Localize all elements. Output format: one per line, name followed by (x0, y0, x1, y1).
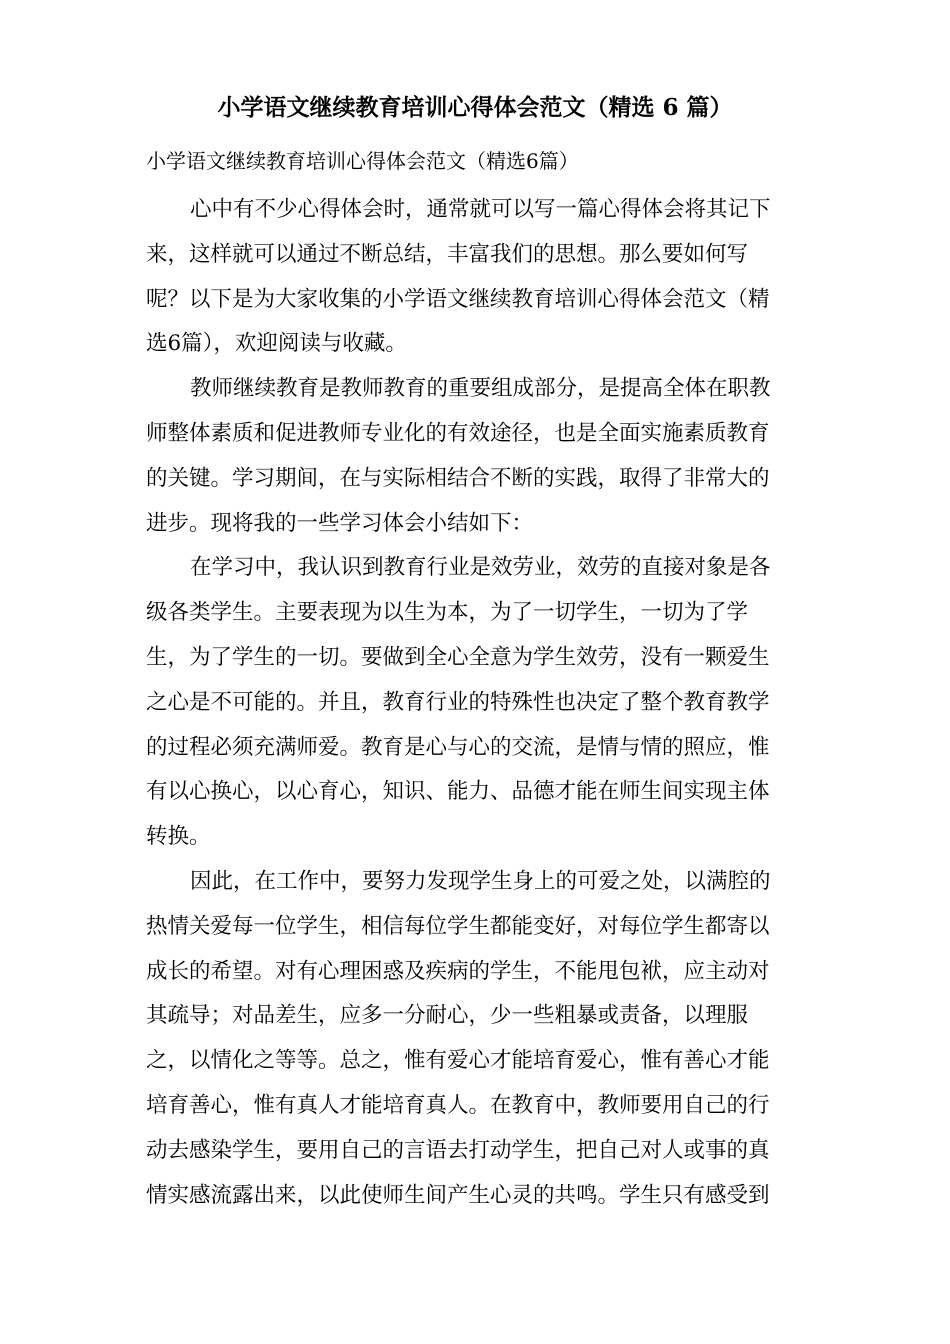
text-line: 情实感流露出来，以此使师生间产生心灵的共鸣。学生只有感受到 (146, 1182, 770, 1208)
text-line: 的关键。学习期间，在与实际相结合不断的实践，取得了非常大的 (146, 465, 770, 491)
text-line: 心中有不少心得体会时，通常就可以写一篇心得体会将其记下 (190, 197, 771, 222)
paragraph (146, 188, 800, 367)
text-line: 来，这样就可以通过不断总结，丰富我们的思想。那么要如何写 (146, 241, 749, 267)
text-line: 因此，在工作中，要努力发现学生身上的可爱之处，以满腔的 (190, 868, 771, 894)
paragraph (146, 546, 800, 860)
text-line: 的过程必须充满师爱。教育是心与心的交流，是情与情的照应，惟 (146, 734, 770, 760)
text-line: 生，为了学生的一切。要做到全心全意为学生效劳，没有一颗爱生 (146, 644, 770, 670)
text-line: 教师继续教育是教师教育的重要组成部分，是提高全体在职教 (190, 376, 771, 402)
text-line: 之，以情化之等等。总之，惟有爱心才能培育爱心，惟有善心才能 (146, 1048, 770, 1074)
text-line: 选6篇），欢迎阅读与收藏。 (146, 331, 407, 357)
text-line: 在学习中，我认识到教育行业是效劳业，效劳的直接对象是各 (190, 555, 771, 581)
document-subtitle: 小学语文继续教育培训心得体会范文（精选6篇） (146, 149, 579, 173)
text-line: 成长的希望。对有心理困惑及疾病的学生，不能甩包袱，应主动对 (146, 958, 770, 984)
text-line: 有以心换心，以心育心，知识、能力、品德才能在师生间实现主体 (146, 779, 770, 805)
text-line: 培育善心，惟有真人才能培育真人。在教育中，教师要用自己的行 (146, 1092, 770, 1118)
text-line: 呢？以下是为大家收集的小学语文继续教育培训心得体会范文（精 (146, 286, 770, 312)
text-line: 级各类学生。主要表现为以生为本，为了一切学生，一切为了学 (146, 600, 749, 626)
text-line: 进步。现将我的一些学习体会小结如下： (146, 510, 534, 536)
text-line: 师整体素质和促进教师专业化的有效途径，也是全面实施素质教育 (146, 420, 770, 446)
text-line: 之心是不可能的。并且，教育行业的特殊性也决定了整个教育教学 (146, 689, 770, 715)
paragraph (146, 367, 800, 546)
text-line: 热情关爱每一位学生，相信每位学生都能变好，对每位学生都寄以 (146, 913, 770, 939)
text-line: 其疏导；对品差生，应多一分耐心，少一些粗暴或责备，以理服 (146, 1003, 749, 1029)
paragraph (146, 860, 800, 1218)
document-body (146, 188, 800, 1218)
text-line: 动去感染学生，要用自己的言语去打动学生，把自己对人或事的真 (146, 1137, 770, 1163)
document-title: 小学语文继续教育培训心得体会范文（精选 6 篇） (217, 94, 733, 121)
text-line: 转换。 (146, 824, 211, 850)
